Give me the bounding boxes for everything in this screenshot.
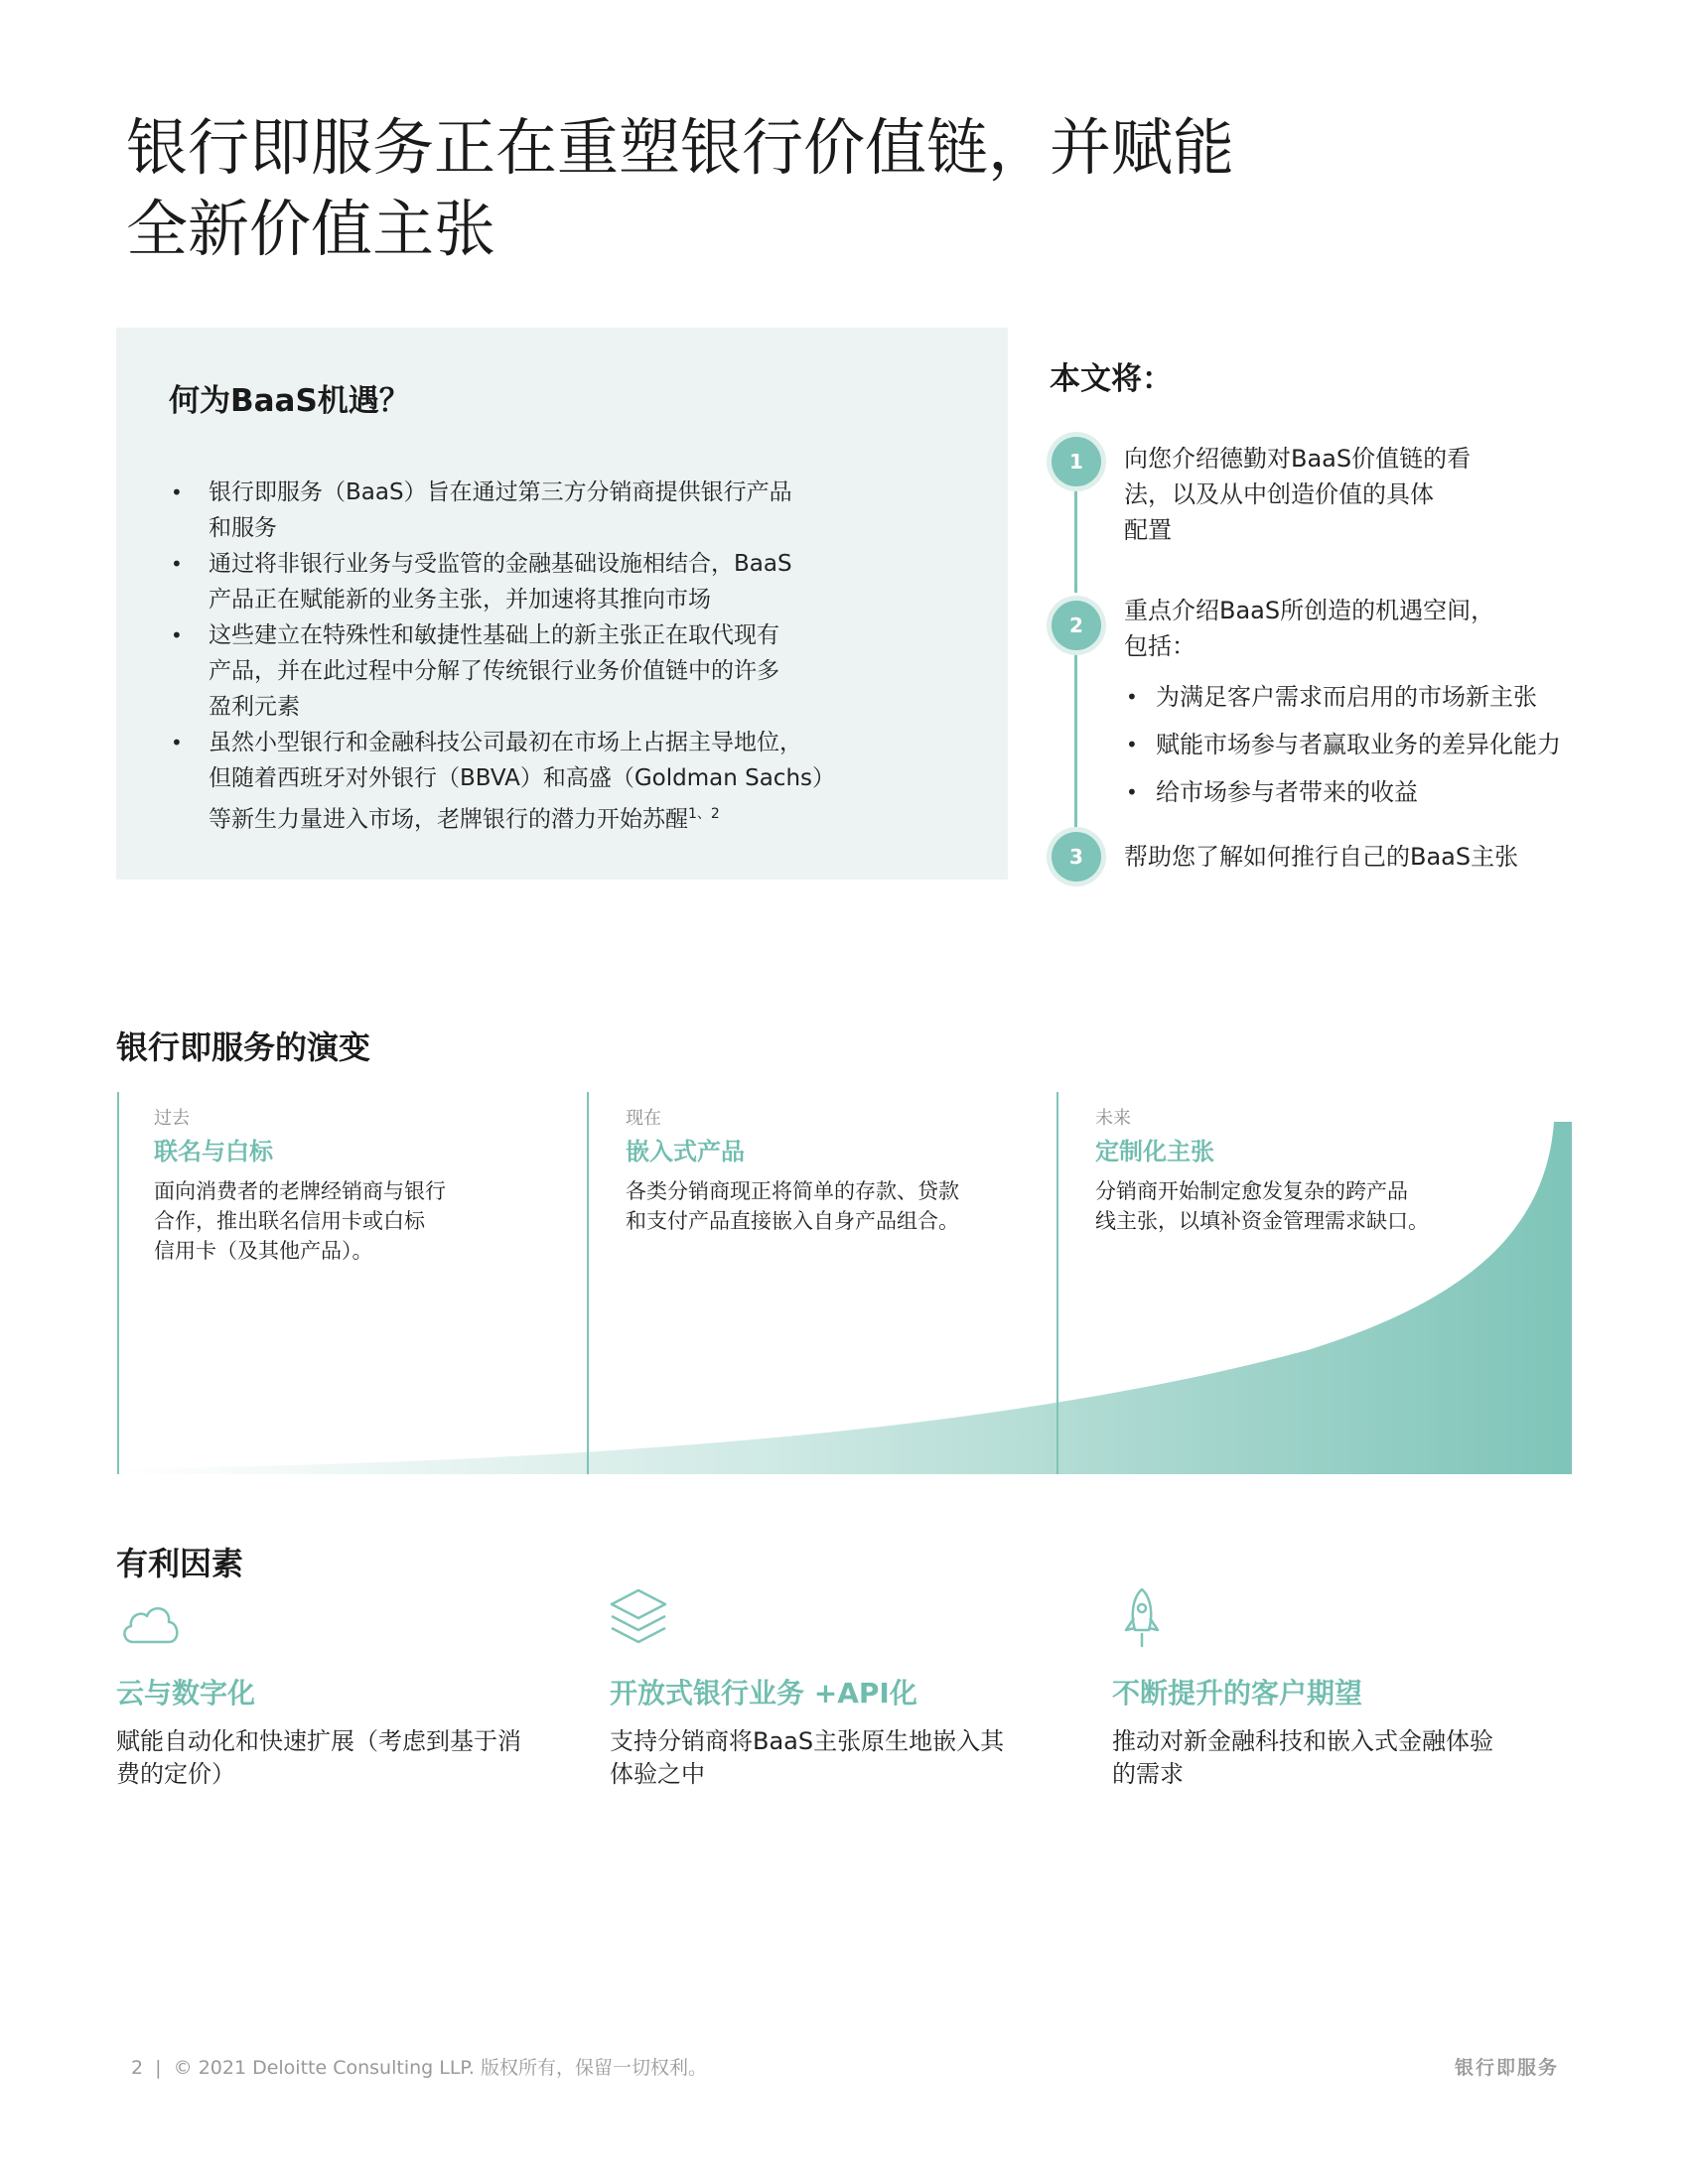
period-title: 定制化主张	[1095, 1138, 1214, 1165]
enabler-description-line: 费的定价）	[116, 1760, 235, 1788]
enabler-title: 开放式银行业务 +API化	[610, 1677, 917, 1709]
enabler-title: 不断提升的客户期望	[1112, 1677, 1363, 1709]
evolution-heading: 银行即服务的演变	[116, 1028, 371, 1066]
period-description-line: 分销商开始制定愈发复杂的跨产品	[1095, 1179, 1408, 1203]
list-item-line: 盈利元素	[209, 694, 300, 720]
bullet-icon: •	[1126, 780, 1138, 804]
growth-curve-area	[116, 1122, 1572, 1474]
step-text-line: 法，以及从中创造价值的具体	[1124, 480, 1434, 508]
period-description-line: 和支付产品直接嵌入自身产品组合。	[626, 1209, 959, 1233]
enabler-title: 云与数字化	[116, 1677, 256, 1709]
list-item-line: 通过将非银行业务与受监管的金融基础设施相结合，BaaS	[209, 551, 792, 577]
period-description-line: 线主张，以填补资金管理需求缺口。	[1095, 1209, 1429, 1233]
step-text	[1124, 593, 1561, 664]
list-item-line: 这些建立在特殊性和敏捷性基础上的新主张正在取代现有	[209, 622, 779, 648]
growth-curve-graphic	[116, 1092, 1572, 1484]
step-text-line: 配置	[1124, 516, 1172, 544]
step-sub-list	[1124, 673, 1561, 816]
list-item-text: 赋能市场参与者赢取业务的差异化能力	[1156, 731, 1561, 758]
bullet-icon: •	[1126, 733, 1138, 756]
period-description-line: 信用卡（及其他产品）。	[154, 1239, 373, 1263]
enabler-description-line: 体验之中	[610, 1760, 705, 1788]
footnote-reference[interactable]: 1、2	[688, 806, 720, 822]
baas-opportunity-list	[169, 475, 884, 838]
enablers-heading: 有利因素	[116, 1545, 244, 1582]
list-item	[169, 475, 884, 546]
period-label: 过去	[154, 1108, 190, 1129]
bullet-icon: •	[171, 623, 183, 647]
baas-opportunity-heading: 何为BaaS机遇？	[169, 383, 410, 419]
page-title	[126, 107, 1417, 270]
rocket-icon	[1120, 1586, 1164, 1652]
step-text	[1124, 839, 1561, 875]
list-item-line: 产品，并在此过程中分解了传统银行业务价值链中的许多	[209, 658, 779, 684]
footer-copyright: 2 | © 2021 Deloitte Consulting LLP. 版权所有，保留一切权利。	[131, 2057, 707, 2079]
layers-icon	[608, 1586, 669, 1650]
period-description	[1095, 1176, 1512, 1236]
list-item	[1124, 721, 1561, 768]
period-title: 联名与白标	[154, 1138, 273, 1165]
period-description-line: 面向消费者的老牌经销商与银行	[154, 1179, 446, 1203]
list-item-line-text: 等新生力量进入市场，老牌银行的潜力开始苏醒	[209, 806, 688, 833]
period-description	[626, 1176, 1043, 1236]
list-item-text: 为满足客户需求而启用的市场新主张	[1156, 683, 1537, 711]
enabler-description-line: 推动对新金融科技和嵌入式金融体验	[1112, 1727, 1493, 1755]
bullet-icon: •	[1126, 685, 1138, 709]
step-connector-line	[1074, 486, 1077, 593]
step-text-line: 向您介绍德勤对BaaS价值链的看	[1124, 445, 1472, 473]
evolution-timeline	[116, 1092, 1572, 1484]
period-label: 未来	[1095, 1108, 1131, 1129]
list-item-line	[209, 796, 884, 838]
enabler-description	[1112, 1725, 1589, 1791]
list-item-line: 和服务	[209, 515, 277, 541]
list-item-line: 虽然小型银行和金融科技公司最初在市场上占据主导地位，	[209, 730, 802, 755]
step-number-badge: 3	[1052, 832, 1101, 882]
cloud-icon	[119, 1598, 183, 1648]
list-item	[169, 725, 884, 838]
enabler-description-line: 赋能自动化和快速扩展（考虑到基于消	[116, 1727, 521, 1755]
enabler-description	[610, 1725, 1086, 1791]
step-text-line: 帮助您了解如何推行自己的BaaS主张	[1124, 843, 1519, 871]
list-item	[1124, 673, 1561, 721]
enabler-description-line: 的需求	[1112, 1760, 1184, 1788]
list-item	[169, 546, 884, 617]
period-title: 嵌入式产品	[626, 1138, 745, 1165]
period-description	[154, 1176, 571, 1266]
page-title-line-2: 全新价值主张	[126, 193, 496, 265]
bullet-icon: •	[171, 480, 183, 504]
footer-section-name: 银行即服务	[1455, 2057, 1560, 2079]
step-text-line: 包括：	[1124, 632, 1196, 660]
period-label: 现在	[626, 1108, 661, 1129]
step-connector-line	[1074, 650, 1077, 829]
list-item	[169, 617, 884, 725]
list-item	[1124, 768, 1561, 816]
bullet-icon: •	[171, 552, 183, 576]
step-text-line: 重点介绍BaaS所创造的机遇空间，	[1124, 597, 1495, 624]
step-text	[1124, 441, 1561, 548]
list-item-line: 但随着西班牙对外银行（BBVA）和高盛（Goldman Sachs）	[209, 765, 836, 791]
page-title-line-1: 银行即服务正在重塑银行价值链，并赋能	[126, 111, 1235, 184]
period-description-line: 合作，推出联名信用卡或白标	[154, 1209, 425, 1233]
list-item-text: 给市场参与者带来的收益	[1156, 778, 1418, 806]
list-item-line: 银行即服务（BaaS）旨在通过第三方分销商提供银行产品	[209, 479, 792, 505]
enabler-description	[116, 1725, 593, 1791]
step-number-badge: 2	[1052, 601, 1101, 650]
bullet-icon: •	[171, 731, 183, 754]
list-item-line: 产品正在赋能新的业务主张，并加速将其推向市场	[209, 587, 711, 613]
enabler-description-line: 支持分销商将BaaS主张原生地嵌入其	[610, 1727, 1005, 1755]
article-heading: 本文将：	[1050, 361, 1173, 397]
step-number-badge: 1	[1052, 437, 1101, 486]
period-description-line: 各类分销商现正将简单的存款、贷款	[626, 1179, 959, 1203]
